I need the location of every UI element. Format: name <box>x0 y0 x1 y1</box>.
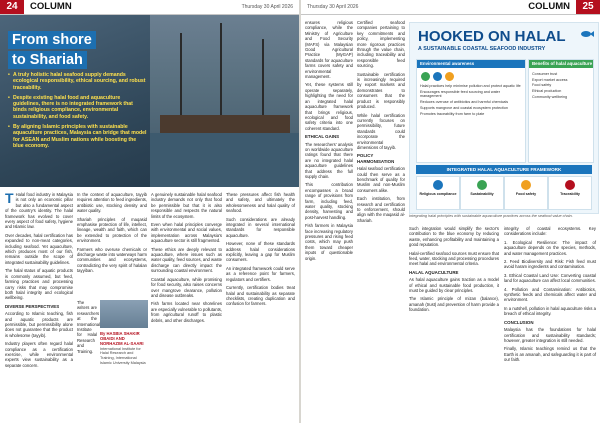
feed-icon <box>445 72 454 81</box>
page-number: 24 <box>0 0 24 14</box>
bullet-item <box>8 95 148 120</box>
list-item: Export market access <box>532 77 568 82</box>
list-item: Supports mangrove and coastal ecosystem protection <box>420 105 508 110</box>
body-paragraph: A genuinely sustainable halal seafood industry demands not only that food be permissible but that it is also responsible and respects the natural limits of the ecosystem. <box>151 192 222 219</box>
body-paragraph <box>5 192 73 230</box>
infographic-caption: Integrating halal principles with sustainable aquaculture practices across the seafood value chain. <box>409 214 573 218</box>
body-paragraph: Finally, Islamic teachings remind us that the Earth is an amanah, and safeguarding it is part of our faith. <box>504 346 596 363</box>
headline-line-1: From shore <box>8 31 96 49</box>
infographic <box>409 22 599 214</box>
body-paragraph: 3. Ethical Coastal Land Use: Converting coastal land for aquaculture can affect local communities. <box>504 272 596 284</box>
list-item: Community wellbeing <box>532 94 568 99</box>
bullet-icon: • <box>8 124 10 131</box>
article-column-1 <box>5 192 73 420</box>
body-paragraph: Coastal aquaculture, while promising for food security, also raises concerns over mangrove clearance, pollution and disease outbreaks. <box>151 276 222 298</box>
section-label: COLUMN <box>528 1 570 12</box>
body-paragraph: While halal certification currently focuses on permissibility, future standards could incorporate the environmental dimensions of tayyib. <box>357 112 405 150</box>
subheading: ETHICAL GAINS <box>305 134 340 140</box>
panel-heading: Environmental awareness <box>417 60 525 68</box>
framework-card <box>460 176 504 210</box>
body-paragraph: 4. Pollution and Contamination: Antibiotics, synthetic feeds and chemicals affect water and environment. <box>504 286 596 303</box>
body-paragraph: 1. Ecological Resilience: The impact of aquaculture depends on the species, methods, and water management practices. <box>504 239 596 256</box>
bullet-text: Despite existing halal food and aquaculture guidelines, there is no integrated framework that binds religious compliance, environmental sustainability, and food safety. <box>13 94 133 120</box>
bullet-icon: • <box>8 72 10 78</box>
body-paragraph: Malaysia has the foundations for halal certification and sustainability standards; however, greater integration is still needed. <box>504 327 596 343</box>
framework-card <box>504 176 548 210</box>
body-paragraph: In a nutshell, pollution in halal aquaculture risks a breach of ethical integrity. <box>504 305 596 317</box>
highlight-bullets <box>8 72 148 153</box>
body-paragraph: Such integration would simplify the sector's contribution to the blue economy by reducing waste, enhancing profitability and maintaining a good reputation. <box>409 226 499 248</box>
left-page-header <box>0 0 299 15</box>
fish-icon <box>580 27 594 41</box>
article-column-1 <box>305 20 353 420</box>
subheading: DIVERSE PERSPECTIVES <box>5 303 60 309</box>
page-number: 25 <box>576 0 600 14</box>
card-label: Traceability <box>560 192 580 196</box>
body-paragraph: The writers are researchers at the International Institute for Halal Research and Training. <box>77 300 101 354</box>
bullet-icon: • <box>8 94 10 101</box>
body-paragraph: As halal aquaculture gains traction as a model of ethical and sustainable food production, it must be guided by clear principles. <box>409 277 499 294</box>
subheading: HALAL AQUACULTURE <box>409 269 459 275</box>
headline-line-2: to Shariah <box>8 51 87 69</box>
framework-cards <box>416 176 592 208</box>
list-item: Promotes traceability from farm to plate <box>420 111 485 116</box>
list-item: Ethical production <box>532 89 562 94</box>
body-paragraph: Over decades, halal certification has expanded to non-meat categories, including seafood. Yet aquaculture, which produces most of our fish, remains outside the scope of integrated sustainability guidelines. <box>5 232 73 265</box>
section-label: COLUMN <box>30 1 72 12</box>
paragraph-text: Halal food industry in Malaysia is not only an economic pillar but also a fundamental aspect of the country's identity. The halal framework has evolved to cover every aspect of food safety, hygiene and Islamic law. <box>5 192 73 230</box>
running-header: Thursday 30 April 2026 <box>241 4 293 10</box>
infographic-subtitle: A SUSTAINABLE COASTAL SEAFOOD INDUSTRY <box>418 46 546 52</box>
body-paragraph: Currently, certification bodies treat halal and sustainability as separate checklists, creating duplication and confusion for farmers. <box>226 285 295 307</box>
body-paragraph: 2. Feed Biodiversity and Risk: Fish feed must avoid haram ingredients and contamination. <box>504 259 596 270</box>
list-item: Food safety <box>532 83 552 88</box>
body-paragraph: These pressures affect fish health and safety, and ultimately the wholesomeness and halal quality of seafood. <box>226 192 295 214</box>
boat-mast <box>180 33 182 123</box>
framework-card <box>416 176 460 210</box>
boat-mast <box>220 23 222 123</box>
body-paragraph: Such considerations are already integrated in several international standards for responsible aquaculture. <box>226 216 295 238</box>
bullet-item <box>8 72 148 91</box>
list-item: Encourages responsible feed sourcing and water management <box>420 89 500 99</box>
article-column-2 <box>77 192 147 298</box>
body-paragraph: Sustainable certification is increasingly required by export markets and demonstrates to consumers that the product is responsibly produced. <box>357 71 405 110</box>
body-paragraph: According to Islamic teaching, fish and aquatic products are permissible, but permissibility alone does not guarantee that the product is wholesome (tayyib). <box>5 311 73 338</box>
infographic-title: HOOKED ON HALAL <box>418 28 566 45</box>
headline <box>8 31 158 71</box>
framework-card <box>548 176 592 210</box>
fishing-boat-hull <box>160 115 290 133</box>
list-item: Consumer trust <box>532 72 558 76</box>
body-paragraph: However, none of these standards address halal considerations explicitly, leaving a gap for Muslim consumers. <box>226 241 295 263</box>
benefits-list <box>532 72 590 101</box>
body-paragraph: Even when halal principles converge with environmental and social values, implementation across Malaysia's aquaculture sector is still fragmented. <box>151 222 222 244</box>
card-label: Food safety <box>515 192 537 196</box>
bullet-text: By aligning Islamic principles with sustainable aquaculture practices, Malaysia can bridge that model for ASEAN and Muslim nations while boosting the blue economy. <box>13 124 147 149</box>
boat-mast <box>262 39 264 123</box>
right-page-header <box>301 0 600 15</box>
list-item: Halal practices help minimise pollution and protect aquatic life <box>420 84 521 88</box>
hero-banner <box>0 15 299 187</box>
article-column-4 <box>226 192 295 420</box>
card-label: Religious compliance <box>419 192 457 196</box>
card-label: Sustainability <box>470 192 494 196</box>
body-paragraph: Farmers who overuse chemicals or discharge waste into waterways harm communities and ecosystems, contradicting the very spirit of halalan tayyiban. <box>77 246 147 274</box>
article-column-3 <box>409 226 499 420</box>
body-paragraph: Each institution, from research and certification to enforcement, should align with the maqasid al-Shariah. <box>357 196 405 223</box>
body-paragraph: Shariah principles of maqasid emphasise protection of life, intellect, lineage, wealth and faith, which can be extended to protection of the environment. <box>77 216 147 244</box>
harbour-photo <box>150 15 299 187</box>
article-column-4 <box>504 226 596 420</box>
shield-icon <box>521 180 531 190</box>
body-paragraph: Yet, these systems still operate separately, highlighting the need for an integrated halal aquaculture framework that brings religious, ecological and food safety criteria into one coherent standard. <box>305 82 353 131</box>
benefits-panel <box>528 59 594 163</box>
author-affiliation: International Institute for Halal Research and Training, International Islamic University Malaysia <box>100 346 146 365</box>
body-paragraph: Halal seafood certification could then serve as a benchmark of quality for Muslim and non-Muslim consumers alike. <box>357 166 405 193</box>
body-paragraph: Halal-certified seafood sources must ensure that feed, water, stocking and processing procedures meet halal and environmental criteria. <box>409 250 499 267</box>
framework-band: INTEGRATED HALAL AQUACULTURE FRAMEWORK <box>416 165 592 174</box>
body-paragraph: The halal status of aquatic products is commonly assumed, but feed, farming practices and processing carry risks that may compromise both halal integrity and ecological wellbeing. <box>5 268 73 301</box>
list-item: Reduces overuse of antibiotics and harmful chemicals <box>420 100 509 105</box>
body-paragraph: The researchers' analysis on worldwide aquaculture ratings found that there are no integrated halal aquaculture guidelines that address the full supply chain. <box>305 141 353 179</box>
author-box <box>100 300 148 365</box>
article-column-2-lower <box>77 300 101 420</box>
body-paragraph: integrity of coastal ecosystems. Key considerations include: <box>504 226 596 237</box>
body-paragraph: An integrated framework could serve as a reference point for farmers, regulators and certifiers. <box>226 265 295 282</box>
environmental-panel <box>416 59 526 163</box>
body-paragraph: This contribution encompasses a broad range of provisions from farm, including feed, water quality, stocking density, harvesting and post-harvest handling. <box>305 182 353 220</box>
body-paragraph: Fish farms located near shorelines are especially vulnerable to pollutants, from agricultural runoff to plastic debris, and other discharges. <box>151 301 222 323</box>
body-paragraph: In the context of aquaculture, tayyib requires attention to feed ingredients, antibiotic use, stocking density and water quality. <box>77 192 147 214</box>
drop-cap: T <box>5 190 14 206</box>
article-column-2 <box>357 20 405 420</box>
body-paragraph: Certified seafood companies pertaining to key commitments and policy, implementing more rigorous practices through the value chain, including traceability and responsible feed sourcing. <box>357 20 405 69</box>
body-paragraph: Fish farmers in Malaysia face increasing regulatory pressures and rising feed costs, which may push them toward cheaper inputs of questionable origin. <box>305 223 353 261</box>
bullet-item <box>8 124 148 149</box>
author-photo <box>100 300 148 328</box>
leaf-icon <box>477 180 487 190</box>
author-byline: By HASBIA SHAKIR OBAIDI AND NORHAZIM AL-SAARI <box>100 331 144 347</box>
subheading: CONCLUSION <box>504 319 534 325</box>
barcode-icon <box>565 180 575 190</box>
running-header: Thursday 30 April 2026 <box>307 4 359 10</box>
body-paragraph: Industry players often regard halal compliance as a certification exercise, while environmental experts view sustainability as a separate concern. <box>5 341 73 368</box>
mosque-icon <box>433 180 443 190</box>
article-column-3 <box>151 192 222 420</box>
environmental-list <box>420 84 522 117</box>
body-paragraph: The Islamic principle of mizan (balance), amanah (trust) and prevention of harm provide a foundation. <box>409 296 499 313</box>
leaf-icon <box>421 72 430 81</box>
panel-heading: Benefits of halal aquaculture <box>529 60 593 68</box>
body-paragraph: ensures religious compliance, while the Ministry of Agriculture and Food Security (MAFS) via Malaysian Good Agricultural Practice (MyGAP) standards for aquaculture farms covers safety and environmental management. <box>305 20 353 80</box>
subheading: POLICY HARMONISATION <box>357 153 395 164</box>
water-drop-icon <box>433 72 442 81</box>
water-surface <box>150 133 299 187</box>
right-page <box>301 0 600 423</box>
bullet-text: A truly holistic halal seafood supply demands ecological responsibility, ethical sourcing, and robust traceability. <box>13 72 146 91</box>
left-page <box>0 0 299 423</box>
body-paragraph: These ethics are deeply relevant to aquaculture, where issues such as water quality, feed sources, and waste discharge can directly impact the surrounding coastal environment. <box>151 246 222 274</box>
